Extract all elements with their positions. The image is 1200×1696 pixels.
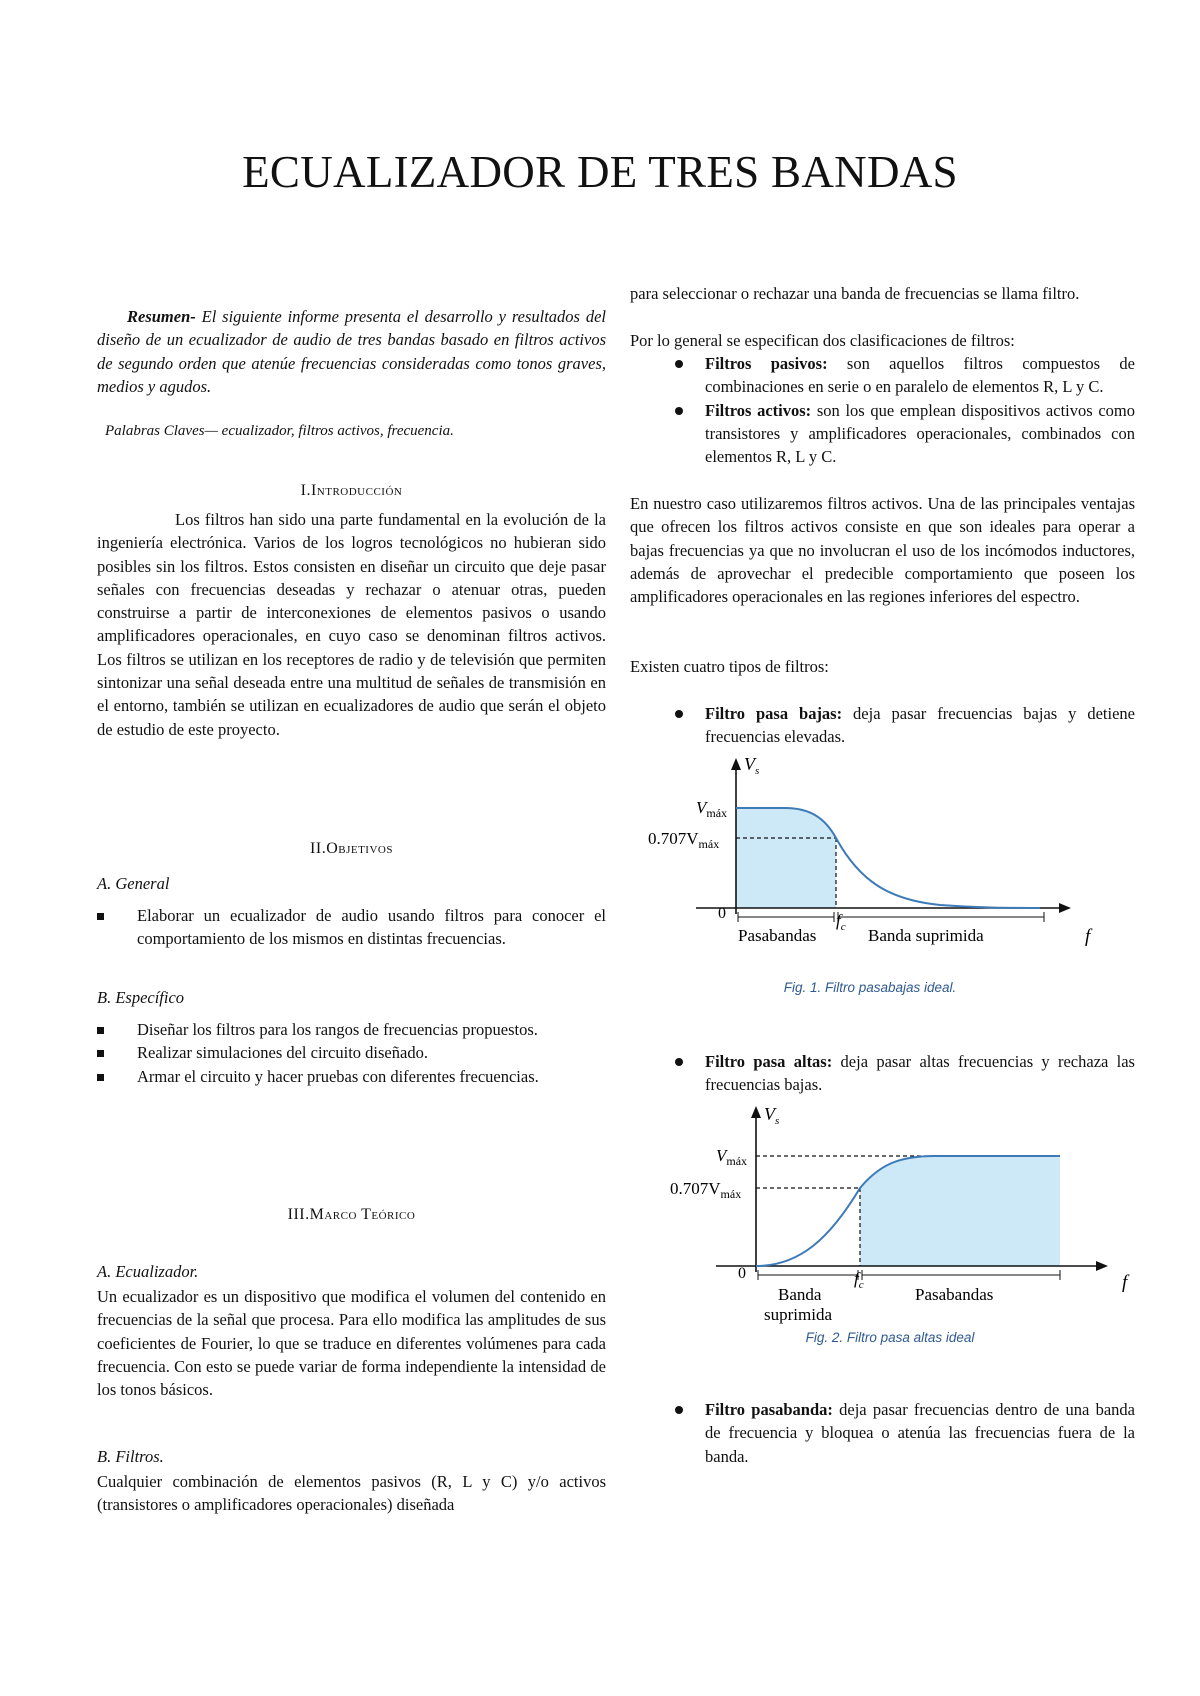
list-item <box>630 1398 1135 1468</box>
intro-body: Los filtros han sido una parte fundamental en la evolución de la ingeniería electrónica. Varios de los logros tecnológicos no hubieran sido posibles sin los filtros. Estos consisten en diseñar un circuito que deje pasar señales con frecuencias deseadas y rechazar o atenuar otras, pueden construirse a partir de interconexiones de elementos pasivos o usando amplificadores operacionales, en cuyo caso se denominan filtros activos. Los filtros se utilizan en los receptores de radio y de televisión que permiten sintonizar una señal deseada entre una multitud de señales de transmisión en el entorno, también se utilizan en ecualizadores de audio que serán el objeto de estudio de este proyecto. <box>97 510 606 739</box>
passband-label: Pasabandas <box>915 1285 994 1304</box>
v707-label: $0.707V_{máx}$ <box>670 1179 742 1201</box>
subheading-general: A. General <box>97 874 170 893</box>
x-axis-arrow <box>1059 903 1071 913</box>
list-item: Realizar simulaciones del circuito diseñado. <box>97 1041 606 1064</box>
y-axis-arrow <box>731 758 741 770</box>
abstract <box>97 305 606 398</box>
passband-fill <box>736 808 836 908</box>
keywords <box>105 420 605 443</box>
subheading-equalizer: A. Ecualizador. <box>97 1262 199 1281</box>
stopband-label: Banda suprimida <box>868 926 984 945</box>
vmax-label: $V_{máx}$ <box>716 1146 748 1168</box>
abstract-label: Resumen- <box>127 307 196 326</box>
item-label: Filtro pasa bajas: <box>705 704 843 723</box>
cutoff-label: $f_c$ <box>854 1269 864 1291</box>
item-text: son los que emplean dispositivos activos como transistores y amplificadores operacionales, combinados con elementos R, L y C. <box>705 400 1135 467</box>
list-item <box>630 399 1135 469</box>
y-axis-label: $V_s$ <box>744 754 760 777</box>
figure2-caption: Fig. 2. Filtro pasa altas ideal <box>805 1330 975 1345</box>
highpass-item <box>630 1050 1135 1097</box>
passband-label: Pasabandas <box>738 926 817 945</box>
subheading-specific: B. Específico <box>97 988 185 1007</box>
origin-label: 0 <box>738 1265 746 1282</box>
y-axis-label: $V_s$ <box>764 1104 780 1127</box>
specific-objectives-list <box>97 1018 606 1088</box>
figure-lowpass <box>640 752 1100 964</box>
page-title: ECUALIZADOR DE TRES BANDAS <box>242 147 958 197</box>
types-intro: Existen cuatro tipos de filtros: <box>630 657 829 676</box>
subheading-filters: B. Filtros. <box>97 1447 164 1466</box>
item-label: Filtro pasa altas: <box>705 1052 833 1071</box>
figure-highpass <box>660 1098 1140 1338</box>
item-label: Filtros activos: <box>705 400 812 420</box>
passband-fill <box>860 1156 1060 1266</box>
item-label: Filtro pasabanda: <box>705 1400 833 1419</box>
list-item: Armar el circuito y hacer pruebas con diferentes frecuencias. <box>97 1065 606 1088</box>
item-label: Filtros pasivos: <box>705 354 828 373</box>
x-axis-label: f <box>1085 926 1091 947</box>
item-text: deja pasar altas frecuencias y rechaza las frecuencias bajas. <box>705 1052 1135 1095</box>
figure1-caption: Fig. 1. Filtro pasabajas ideal. <box>783 980 957 995</box>
vmax-label: $V_{máx}$ <box>696 798 728 820</box>
list-item: Elaborar un ecualizador de audio usando filtros para conocer el comportamiento de los mismos en distintas frecuencias. <box>97 904 606 951</box>
filters-body-continued: para seleccionar o rechazar una banda de frecuencias se llama filtro. <box>630 284 1080 303</box>
item-text: deja pasar frecuencias bajas y detiene frecuencias elevadas. <box>705 704 1136 747</box>
cutoff-label: $f_c$ <box>836 911 846 933</box>
active-filters-body: En nuestro caso utilizaremos filtros activos. Una de las principales ventajas que ofrecen los filtros activos consiste en que son ideales para operar a bajas frecuencias ya que no involucran el uso de los incómodos inductores, además de aprovechar el predecible comportamiento que poseen los amplificadores operacionales en las regiones inferiores del espectro. <box>630 494 1135 607</box>
list-item <box>630 1050 1135 1097</box>
lowpass-item <box>630 702 1135 749</box>
y-axis-arrow <box>751 1106 761 1118</box>
stopband-label-2: suprimida <box>764 1305 832 1324</box>
keywords-text: — ecualizador, filtros activos, frecuencia. <box>204 423 454 439</box>
classification-intro: Por lo general se especifican dos clasificaciones de filtros: <box>630 331 1015 350</box>
item-text: son aquellos filtros compuestos de combinaciones en serie o en paralelo de elementos R, L y C. <box>705 354 1135 397</box>
item-text: deja pasar frecuencias dentro de una banda de frecuencia y bloquea o atenúa las frecuencias fuera de la banda. <box>705 1400 1135 1466</box>
equalizer-body: Un ecualizador es un dispositivo que modifica el volumen del contenido en frecuencias de la señal que procesa. Para ello modifica las amplitudes de sus coeficientes de Fourier, lo que se traduce en diferentes volúmenes para cada frecuencia. Con esto se puede variar de forma independiente la intensidad de los tonos básicos. <box>97 1287 606 1400</box>
section-heading-objectives: II.Objetivos <box>310 840 393 857</box>
bandpass-item <box>630 1398 1135 1468</box>
x-axis-label: f <box>1122 1272 1128 1293</box>
list-item <box>630 702 1135 749</box>
section-heading-theory: III.Marco Teórico <box>287 1206 416 1223</box>
filters-body: Cualquier combinación de elementos pasivos (R, L y C) y/o activos (transistores o amplificadores operacionales) diseñada <box>97 1472 606 1515</box>
list-item: Diseñar los filtros para los rangos de frecuencias propuestos. <box>97 1018 606 1041</box>
section-heading-intro: I.Introducción <box>300 482 403 499</box>
v707-label: $0.707V_{máx}$ <box>648 829 720 851</box>
general-objectives-list <box>97 904 606 951</box>
list-item <box>630 352 1135 399</box>
origin-label: 0 <box>718 905 726 922</box>
classification-list <box>630 352 1135 468</box>
abstract-text: El siguiente informe presenta el desarrollo y resultados del diseño de un ecualizador de audio de tres bandas basado en filtros activos de segundo orden que atenúe frecuencias consideradas como tonos graves, medios y agudos. <box>97 307 606 396</box>
keywords-label: Palabras Claves <box>105 423 205 439</box>
stopband-label-1: Banda <box>778 1285 822 1304</box>
x-axis-arrow <box>1096 1261 1108 1271</box>
